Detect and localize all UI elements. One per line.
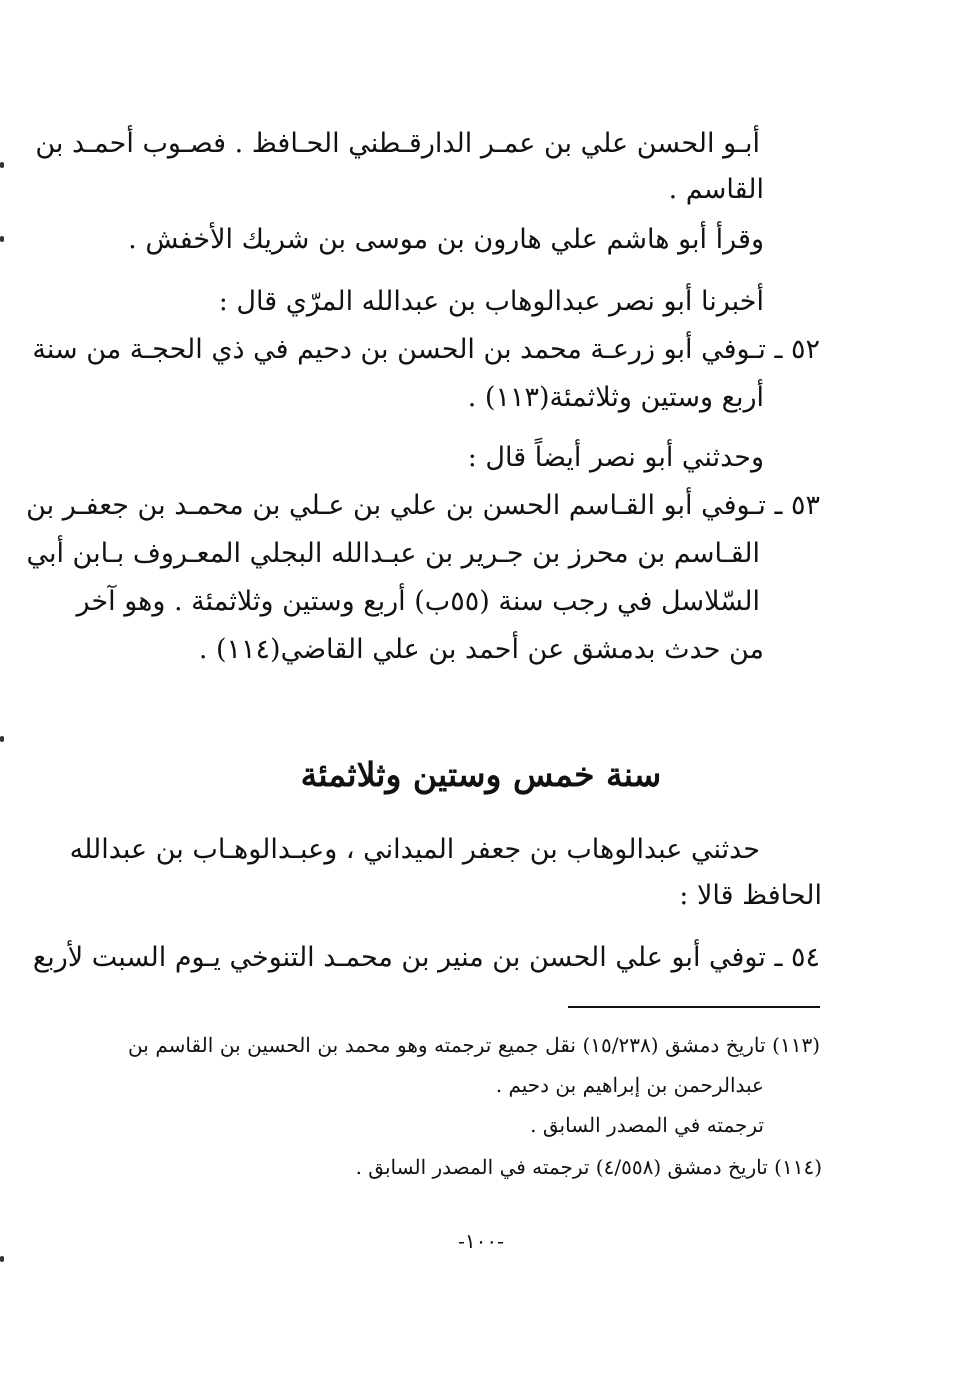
entry-53-line-2: القـاسم بن محرز بن جـرير بن عبـدالله البجلي المعـروف بـابن أبي [26, 538, 760, 569]
scan-mark [0, 162, 4, 168]
text-line-3: وقرأ أبو هاشم علي هارون بن موسى بن شريك الأخفش . [128, 224, 764, 255]
scan-mark [0, 1256, 4, 1262]
footnote-113-line-2: عبدالرحمن بن إبراهيم بن دحيم . [495, 1073, 764, 1097]
footnote-113-line-1: (١١٣) تاريخ دمشق (١٥/٢٣٨) نقل جميع ترجمته وهو محمد بن الحسين بن القاسم بن [128, 1033, 820, 1057]
text-line-2: القاسم . [668, 174, 764, 205]
page-number: -١٠٠- [458, 1229, 504, 1253]
entry-53-line-1: ٥٣ ـ تـوفي أبو القـاسم الحسن بن علي بن عـلي بن محمـد بن جعفـر بن [26, 490, 820, 521]
entry-53-line-3: السّلاسل في رجب سنة (٥٥ب) أربع وستين وثلاثمئة . وهو آخر [76, 586, 760, 617]
entry-52-line-2: أربع وستين وثلاثمئة(١١٣) . [467, 382, 764, 413]
text-line-12: حدثني عبدالوهاب بن جعفر الميداني ، وعبـدالوهـاب بن عبدالله [69, 834, 760, 865]
entry-54-line-1: ٥٤ ـ توفي أبو علي الحسن بن منير بن محمـد التنوخي يـوم السبت لأربع [32, 942, 820, 973]
text-line-13: الحافظ قالا : [679, 880, 822, 911]
entry-53-line-4: من حدث بدمشق عن أحمد بن علي القاضي(١١٤) . [198, 634, 764, 665]
scan-mark [0, 736, 4, 742]
footnote-113-line-3: ترجمته في المصدر السابق . [530, 1113, 764, 1137]
footnote-separator [568, 1006, 820, 1008]
footnote-114: (١١٤) تاريخ دمشق (٤/٥٥٨) ترجمته في المصدر السابق . [355, 1155, 822, 1179]
text-line-1: أبـو الحسن علي بن عمـر الدارقـطني الحـافظ . فصـوب أحمـد بن [35, 128, 760, 159]
section-heading: سنة خمس وستين وثلاثمئة [300, 755, 662, 794]
scan-mark [0, 236, 4, 242]
text-line-4: أخبرنا أبو نصر عبدالوهاب بن عبدالله المرّي قال : [218, 286, 764, 317]
text-line-7: وحدثني أبو نصر أيضاً قال : [467, 442, 764, 473]
entry-52-line-1: ٥٢ ـ تـوفي أبو زرعـة محمد بن الحسن بن دحيم في ذي الحجـة من سنة [32, 334, 820, 365]
